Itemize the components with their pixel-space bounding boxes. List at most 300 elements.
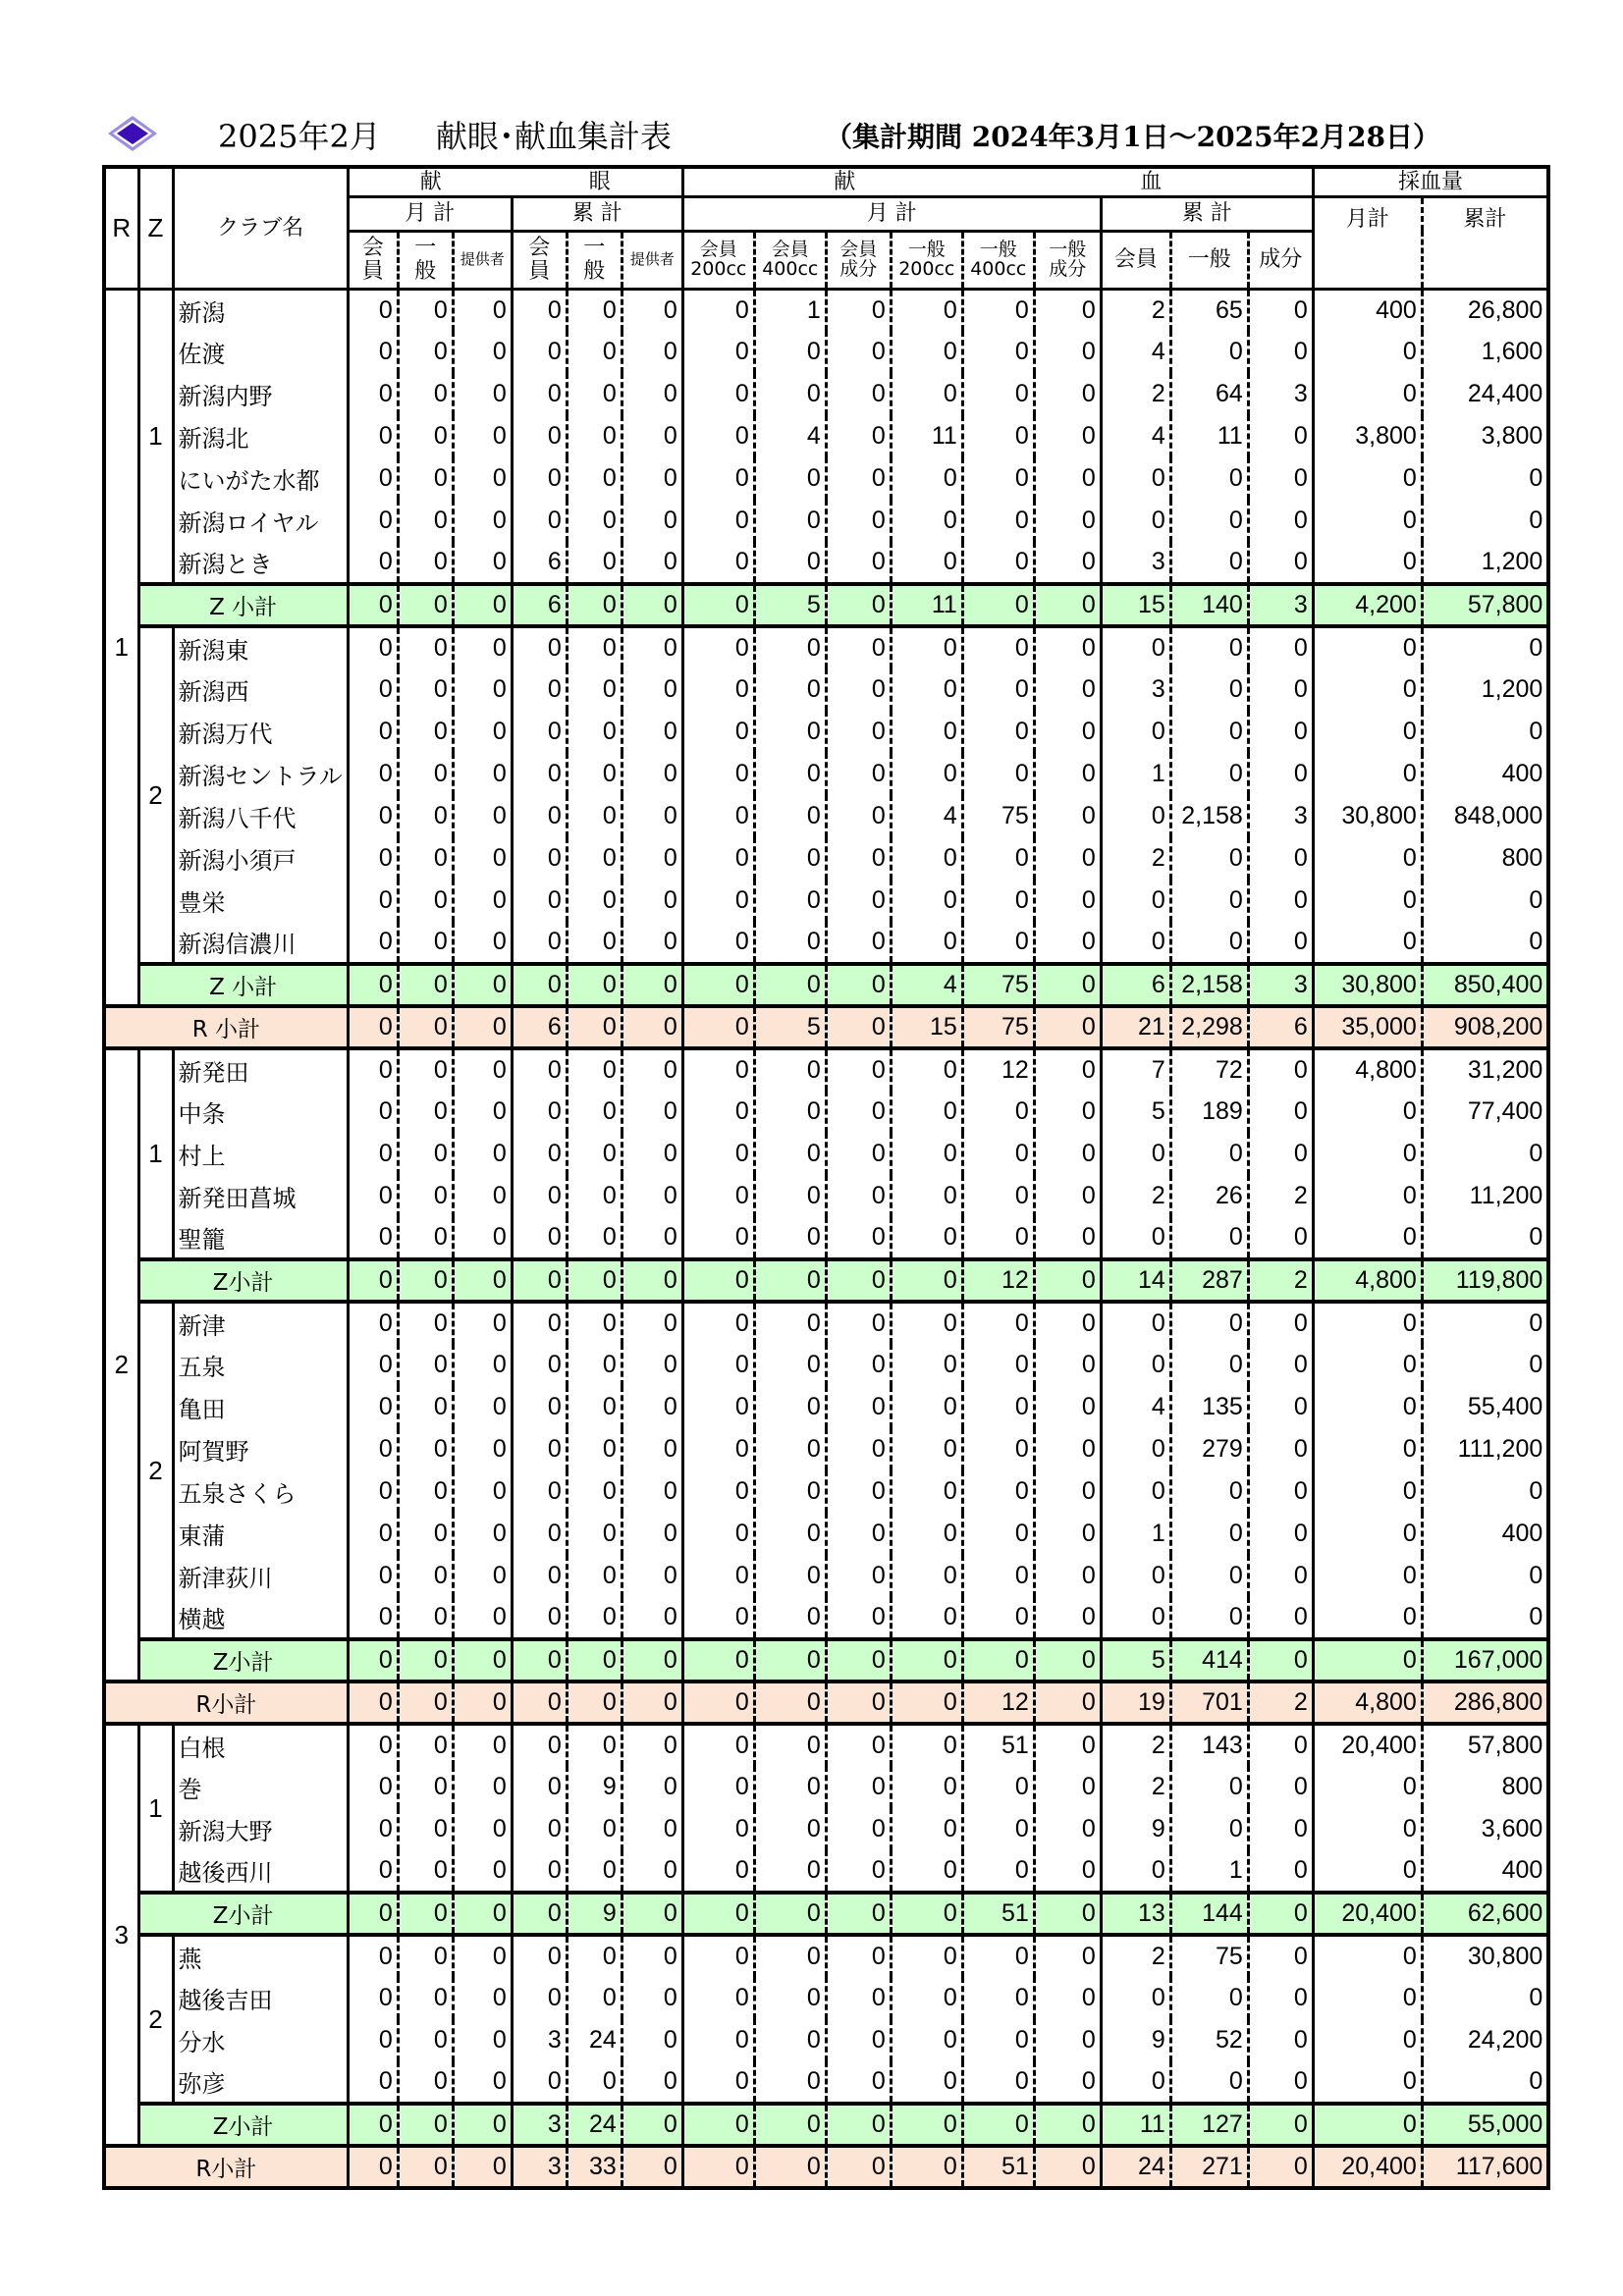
eye-cum-donor-cell: 0 <box>622 1175 682 1217</box>
eye-month-donor-cell: 0 <box>453 2061 512 2104</box>
eye-cum-general-cell: 0 <box>567 1302 622 1344</box>
blood-gcomp-cell: 0 <box>1034 542 1101 584</box>
blood-g200-cell: 0 <box>891 1048 962 1091</box>
blood-cum-general-cell: 75 <box>1170 1935 1248 1977</box>
blood-mcomp-cell: 0 <box>826 2146 891 2188</box>
collection-month-cell: 0 <box>1313 457 1422 500</box>
club-name: 阿賀野 <box>173 1428 348 1470</box>
eye-month-donor-cell: 0 <box>453 753 512 795</box>
eye-month-general-cell: 0 <box>398 542 453 584</box>
eye-cum-general-cell: 0 <box>567 1682 622 1724</box>
collection-cumulative-cell: 0 <box>1422 880 1548 922</box>
blood-mcomp-cell: 0 <box>826 922 891 964</box>
blood-cum-general-cell: 2,298 <box>1170 1006 1248 1048</box>
blood-g400-cell: 0 <box>962 1344 1034 1386</box>
blood-m400-cell: 0 <box>754 1808 826 1850</box>
club-name: 新潟セントラル <box>173 753 348 795</box>
blood-cum-comp-cell: 0 <box>1248 415 1313 457</box>
eye-cum-member-cell: 3 <box>512 2104 567 2146</box>
eye-month-member-cell: 0 <box>348 415 398 457</box>
zone-subtotal-label: Z小計 <box>138 2104 348 2146</box>
club-name: 新津荻川 <box>173 1555 348 1597</box>
blood-mcomp-cell: 0 <box>826 1639 891 1682</box>
club-name: 東蒲 <box>173 1513 348 1555</box>
collection-cumulative-cell: 55,000 <box>1422 2104 1548 2146</box>
blood-m400-cell: 0 <box>754 2146 826 2188</box>
eye-cum-general-cell: 0 <box>567 373 622 415</box>
blood-m200-cell: 0 <box>682 1175 754 1217</box>
collection-month-cell: 0 <box>1313 2061 1422 2104</box>
club-row <box>104 1344 1548 1386</box>
blood-gcomp-cell: 0 <box>1034 584 1101 626</box>
blood-cum-member-cell: 0 <box>1101 1850 1170 1893</box>
collection-month-cell: 0 <box>1313 1850 1422 1893</box>
collection-month-cell: 3,800 <box>1313 415 1422 457</box>
eye-cum-general-cell: 0 <box>567 711 622 753</box>
collection-month-cell: 20,400 <box>1313 1893 1422 1935</box>
blood-cum-member-cell: 0 <box>1101 2061 1170 2104</box>
blood-mcomp-cell: 0 <box>826 1048 891 1091</box>
blood-m200-cell: 0 <box>682 1639 754 1682</box>
blood-m200-cell: 0 <box>682 1935 754 1977</box>
collection-month-cell: 0 <box>1313 1935 1422 1977</box>
blood-cum-comp-cell: 3 <box>1248 964 1313 1006</box>
eye-month-general-cell: 0 <box>398 837 453 880</box>
collection-month-cell: 0 <box>1313 753 1422 795</box>
eye-cum-member-cell: 3 <box>512 2146 567 2188</box>
blood-m400-cell: 0 <box>754 668 826 711</box>
blood-cum-general-cell: 0 <box>1170 1133 1248 1175</box>
blood-mcomp-cell: 0 <box>826 964 891 1006</box>
blood-m400-cell: 5 <box>754 584 826 626</box>
collection-month-cell: 0 <box>1313 1808 1422 1850</box>
eye-month-donor-cell: 0 <box>453 1850 512 1893</box>
blood-cum-member-cell: 24 <box>1101 2146 1170 2188</box>
blood-m400-cell: 0 <box>754 1344 826 1386</box>
blood-m400-cell: 0 <box>754 964 826 1006</box>
eye-month-general-cell: 0 <box>398 1006 453 1048</box>
collection-cumulative-cell: 11,200 <box>1422 1175 1548 1217</box>
eye-cum-donor-cell: 0 <box>622 415 682 457</box>
blood-cum-comp-cell: 0 <box>1248 1091 1313 1133</box>
eye-cum-member-cell: 0 <box>512 289 567 331</box>
eye-cum-general-cell: 0 <box>567 1428 622 1470</box>
blood-m400-cell: 0 <box>754 1470 826 1513</box>
eye-cum-donor-cell: 0 <box>622 1133 682 1175</box>
collection-month-cell: 0 <box>1313 837 1422 880</box>
blood-gcomp-cell: 0 <box>1034 1977 1101 2019</box>
blood-month-g400-header-line: 一般 <box>979 238 1017 260</box>
blood-gcomp-cell: 0 <box>1034 1555 1101 1597</box>
blood-month-gcomp-header-line: 成分 <box>1049 257 1087 280</box>
eye-cum-general-cell: 0 <box>567 1850 622 1893</box>
club-row <box>104 1597 1548 1639</box>
eye-cum-general-cell: 0 <box>567 331 622 373</box>
blood-m200-cell: 0 <box>682 1977 754 2019</box>
blood-mcomp-cell: 0 <box>826 1344 891 1386</box>
region-number: 3 <box>104 1724 138 2146</box>
eye-month-general-cell: 0 <box>398 1175 453 1217</box>
eye-month-member-header <box>348 231 398 289</box>
blood-m400-cell: 0 <box>754 753 826 795</box>
collection-month-cell: 0 <box>1313 500 1422 542</box>
report-name: 献眼･献血集計表 <box>435 118 672 155</box>
collection-cumulative-cell: 111,200 <box>1422 1428 1548 1470</box>
zone-subtotal-label: Z小計 <box>138 1893 348 1935</box>
blood-m200-cell: 0 <box>682 542 754 584</box>
blood-m400-cell: 0 <box>754 1639 826 1682</box>
blood-m200-cell: 0 <box>682 1386 754 1428</box>
blood-cum-general-cell: 0 <box>1170 668 1248 711</box>
blood-mcomp-cell: 0 <box>826 1724 891 1766</box>
blood-m400-cell: 0 <box>754 2061 826 2104</box>
collection-cumulative-cell: 3,800 <box>1422 415 1548 457</box>
blood-cum-comp-cell: 0 <box>1248 626 1313 668</box>
blood-g400-cell: 0 <box>962 2061 1034 2104</box>
region-subtotal-label: R小計 <box>104 2146 348 2188</box>
eye-cum-general-cell: 0 <box>567 668 622 711</box>
club-row <box>104 1935 1548 1977</box>
blood-gcomp-cell: 0 <box>1034 1513 1101 1555</box>
club-row <box>104 626 1548 668</box>
blood-cum-member-cell: 2 <box>1101 837 1170 880</box>
eye-cum-member-cell: 0 <box>512 1850 567 1893</box>
eye-month-donor-cell: 0 <box>453 1175 512 1217</box>
collection-month-cell: 0 <box>1313 1175 1422 1217</box>
club-row <box>104 1766 1548 1808</box>
eye-cum-general-cell: 24 <box>567 2019 622 2061</box>
collection-cumulative-cell: 77,400 <box>1422 1091 1548 1133</box>
blood-g200-cell: 15 <box>891 1006 962 1048</box>
eye-cum-general-cell: 0 <box>567 1006 622 1048</box>
blood-gcomp-cell: 0 <box>1034 1808 1101 1850</box>
eye-month-general-cell: 0 <box>398 668 453 711</box>
collection-month-header: 月計 <box>1313 196 1422 289</box>
eye-cum-member-cell: 0 <box>512 753 567 795</box>
blood-m200-cell: 0 <box>682 1259 754 1302</box>
eye-month-member-cell: 0 <box>348 880 398 922</box>
blood-mcomp-cell: 0 <box>826 1935 891 1977</box>
club-name: 新潟八千代 <box>173 795 348 837</box>
blood-cum-member-cell: 15 <box>1101 584 1170 626</box>
eye-month-member-cell: 0 <box>348 1682 398 1724</box>
collection-month-cell: 0 <box>1313 711 1422 753</box>
blood-g400-cell: 0 <box>962 373 1034 415</box>
blood-cum-general-cell: 64 <box>1170 373 1248 415</box>
blood-cum-general-cell: 0 <box>1170 2061 1248 2104</box>
eye-month-member-cell: 0 <box>348 922 398 964</box>
blood-gcomp-cell: 0 <box>1034 1386 1101 1428</box>
collection-cumulative-cell: 400 <box>1422 1850 1548 1893</box>
blood-g400-cell: 75 <box>962 1006 1034 1048</box>
blood-cum-member-cell: 0 <box>1101 457 1170 500</box>
blood-mcomp-cell: 0 <box>826 1133 891 1175</box>
col-header-club: クラブ名 <box>173 167 348 289</box>
blood-cum-comp-cell: 0 <box>1248 1935 1313 1977</box>
eye-cum-general-cell: 0 <box>567 1344 622 1386</box>
eye-month-donor-cell: 0 <box>453 668 512 711</box>
eye-cum-donor-cell: 0 <box>622 2104 682 2146</box>
blood-cum-member-cell: 14 <box>1101 1259 1170 1302</box>
blood-g200-cell: 11 <box>891 415 962 457</box>
eye-cum-donor-cell: 0 <box>622 1977 682 2019</box>
blood-g400-cell: 0 <box>962 457 1034 500</box>
blood-mcomp-cell: 0 <box>826 626 891 668</box>
collection-month-cell: 20,400 <box>1313 2146 1422 2188</box>
blood-cum-general-cell: 2,158 <box>1170 964 1248 1006</box>
eye-month-member-cell: 0 <box>348 1850 398 1893</box>
blood-m200-cell: 0 <box>682 1555 754 1597</box>
club-row <box>104 331 1548 373</box>
eye-cum-general-header-line: 一 <box>583 236 606 261</box>
blood-cum-comp-cell: 0 <box>1248 1302 1313 1344</box>
eye-cum-general-cell: 0 <box>567 1555 622 1597</box>
collection-month-cell: 0 <box>1313 373 1422 415</box>
eye-month-donor-cell: 0 <box>453 1006 512 1048</box>
eye-cum-member-cell: 0 <box>512 1977 567 2019</box>
collection-month-cell: 0 <box>1313 1597 1422 1639</box>
eye-month-donor-cell: 0 <box>453 1470 512 1513</box>
zone-subtotal-row <box>104 1639 1548 1682</box>
collection-month-cell: 0 <box>1313 1513 1422 1555</box>
blood-g200-cell: 0 <box>891 542 962 584</box>
eye-cum-donor-cell: 0 <box>622 1893 682 1935</box>
club-row <box>104 1808 1548 1850</box>
eye-cum-donor-cell: 0 <box>622 457 682 500</box>
collection-cumulative-cell: 119,800 <box>1422 1259 1548 1302</box>
eye-cum-member-cell: 0 <box>512 711 567 753</box>
club-row <box>104 542 1548 584</box>
blood-mcomp-cell: 0 <box>826 880 891 922</box>
collection-cumulative-cell: 0 <box>1422 1977 1548 2019</box>
eye-month-member-header-line: 員 <box>361 258 384 284</box>
club-row <box>104 795 1548 837</box>
collection-cumulative-cell: 57,800 <box>1422 1724 1548 1766</box>
blood-cum-general-cell: 0 <box>1170 1766 1248 1808</box>
blood-cum-general-cell: 0 <box>1170 753 1248 795</box>
blood-cum-member-cell: 0 <box>1101 1428 1170 1470</box>
eye-cum-donor-cell: 0 <box>622 1470 682 1513</box>
blood-m200-cell: 0 <box>682 1808 754 1850</box>
collection-month-cell: 0 <box>1313 1766 1422 1808</box>
blood-m200-cell: 0 <box>682 1893 754 1935</box>
club-row <box>104 1513 1548 1555</box>
eye-cum-member-cell: 0 <box>512 1513 567 1555</box>
club-row <box>104 1724 1548 1766</box>
blood-g200-cell: 0 <box>891 1682 962 1724</box>
blood-g400-cell: 0 <box>962 415 1034 457</box>
blood-m200-cell: 0 <box>682 837 754 880</box>
eye-month-member-cell: 0 <box>348 1175 398 1217</box>
eye-month-donor-cell: 0 <box>453 1217 512 1259</box>
collection-cumulative-cell: 30,800 <box>1422 1935 1548 1977</box>
blood-cum-member-cell: 19 <box>1101 1682 1170 1724</box>
eye-cum-donor-cell: 0 <box>622 668 682 711</box>
blood-cum-general-cell: 11 <box>1170 415 1248 457</box>
eye-month-member-cell: 0 <box>348 1893 398 1935</box>
blood-g200-cell: 0 <box>891 837 962 880</box>
eye-month-general-cell: 0 <box>398 1766 453 1808</box>
eye-cum-donor-cell: 0 <box>622 837 682 880</box>
blood-mcomp-cell: 0 <box>826 1259 891 1302</box>
blood-cum-member-cell: 1 <box>1101 1513 1170 1555</box>
col-header-z: Z <box>138 167 173 289</box>
eye-month-general-cell: 0 <box>398 500 453 542</box>
col-header-r: R <box>104 167 138 289</box>
collection-month-cell: 0 <box>1313 1217 1422 1259</box>
blood-month-g200-header-line: 一般 <box>907 238 946 260</box>
blood-gcomp-cell: 0 <box>1034 500 1101 542</box>
eye-cum-donor-cell: 0 <box>622 2019 682 2061</box>
club-row <box>104 1133 1548 1175</box>
collection-cumulative-cell: 24,200 <box>1422 2019 1548 2061</box>
blood-g200-cell: 0 <box>891 331 962 373</box>
blood-g400-cell: 0 <box>962 542 1034 584</box>
eye-cum-member-cell: 0 <box>512 331 567 373</box>
blood-cum-member-cell: 0 <box>1101 1470 1170 1513</box>
blood-g400-cell: 51 <box>962 1724 1034 1766</box>
eye-month-member-cell: 0 <box>348 711 398 753</box>
blood-cum-comp-cell: 0 <box>1248 2146 1313 2188</box>
eye-month-member-cell: 0 <box>348 331 398 373</box>
eye-month-donor-cell: 0 <box>453 1133 512 1175</box>
eye-month-member-cell: 0 <box>348 1977 398 2019</box>
eye-cum-member-cell: 3 <box>512 2019 567 2061</box>
blood-gcomp-cell: 0 <box>1034 1597 1101 1639</box>
club-name: 新潟万代 <box>173 711 348 753</box>
blood-cum-general-cell: 0 <box>1170 1470 1248 1513</box>
collection-cumulative-cell: 0 <box>1422 1133 1548 1175</box>
blood-m200-cell: 0 <box>682 1766 754 1808</box>
collection-month-cell: 0 <box>1313 1977 1422 2019</box>
collection-month-cell: 0 <box>1313 1428 1422 1470</box>
blood-m400-cell: 0 <box>754 457 826 500</box>
collection-month-cell: 0 <box>1313 331 1422 373</box>
eye-cum-member-cell: 0 <box>512 668 567 711</box>
eye-cum-donor-cell: 0 <box>622 373 682 415</box>
eye-month-general-header-line: 般 <box>414 258 437 284</box>
blood-month-m400-header-line: 会員 <box>771 238 809 260</box>
blood-gcomp-cell: 0 <box>1034 2104 1101 2146</box>
eye-cum-general-cell: 0 <box>567 1639 622 1682</box>
eye-cum-member-cell: 0 <box>512 1259 567 1302</box>
club-row <box>104 1555 1548 1597</box>
eye-month-member-cell: 0 <box>348 289 398 331</box>
eye-month-donor-cell: 0 <box>453 1808 512 1850</box>
zone-subtotal-row <box>104 1259 1548 1302</box>
blood-m200-cell: 0 <box>682 1850 754 1893</box>
blood-cum-general-cell: 701 <box>1170 1682 1248 1724</box>
blood-gcomp-cell: 0 <box>1034 964 1101 1006</box>
eye-month-member-cell: 0 <box>348 1217 398 1259</box>
club-name: 越後吉田 <box>173 1977 348 2019</box>
eye-cum-general-cell: 0 <box>567 1091 622 1133</box>
eye-month-donor-cell: 0 <box>453 1935 512 1977</box>
report-title <box>218 112 727 157</box>
blood-cum-general-cell: 279 <box>1170 1428 1248 1470</box>
blood-g200-cell: 0 <box>891 1850 962 1893</box>
eye-cum-member-cell: 0 <box>512 1133 567 1175</box>
eye-cum-general-cell: 0 <box>567 1808 622 1850</box>
eye-right-char: 眼 <box>588 169 611 194</box>
blood-cum-comp-cell: 0 <box>1248 542 1313 584</box>
blood-cum-comp-cell: 3 <box>1248 373 1313 415</box>
eye-cum-general-cell: 0 <box>567 1133 622 1175</box>
zone-number: 2 <box>138 626 173 964</box>
blood-m400-cell: 0 <box>754 2104 826 2146</box>
eye-month-general-cell: 0 <box>398 795 453 837</box>
collection-cumulative-cell: 0 <box>1422 457 1548 500</box>
collection-cumulative-cell: 31,200 <box>1422 1048 1548 1091</box>
collection-cumulative-cell: 0 <box>1422 1302 1548 1344</box>
blood-gcomp-cell: 0 <box>1034 2146 1101 2188</box>
eye-month-donor-cell: 0 <box>453 795 512 837</box>
region-subtotal-label: R小計 <box>104 1682 348 1724</box>
blood-cum-comp-cell: 0 <box>1248 1048 1313 1091</box>
eye-month-member-cell: 0 <box>348 964 398 1006</box>
eye-month-member-cell: 0 <box>348 1386 398 1428</box>
blood-gcomp-cell: 0 <box>1034 2061 1101 2104</box>
blood-g200-cell: 0 <box>891 1935 962 1977</box>
collection-month-cell: 0 <box>1313 1386 1422 1428</box>
blood-gcomp-cell: 0 <box>1034 331 1101 373</box>
eye-cum-donor-cell: 0 <box>622 500 682 542</box>
blood-m200-cell: 0 <box>682 289 754 331</box>
eye-cum-general-cell: 24 <box>567 2104 622 2146</box>
club-name: 佐渡 <box>173 331 348 373</box>
blood-right-char: 血 <box>1140 169 1163 194</box>
blood-m400-cell: 0 <box>754 1766 826 1808</box>
eye-month-donor-cell: 0 <box>453 2146 512 2188</box>
blood-month-mcomp-header-line: 成分 <box>839 257 878 280</box>
blood-cum-member-cell: 5 <box>1101 1639 1170 1682</box>
eye-cum-member-cell: 0 <box>512 500 567 542</box>
blood-gcomp-cell: 0 <box>1034 837 1101 880</box>
blood-m400-cell: 0 <box>754 837 826 880</box>
blood-cum-comp-cell: 0 <box>1248 1597 1313 1639</box>
eye-month-general-cell: 0 <box>398 1724 453 1766</box>
blood-cum-member-cell: 4 <box>1101 1386 1170 1428</box>
eye-cum-donor-cell: 0 <box>622 626 682 668</box>
eye-cum-member-cell: 0 <box>512 1555 567 1597</box>
blood-cum-member-cell: 3 <box>1101 542 1170 584</box>
summary-table <box>102 165 1550 2190</box>
blood-month-gcomp-header-line: 一般 <box>1049 238 1087 260</box>
eye-month-donor-header: 提供者 <box>453 231 512 289</box>
eye-month-general-cell: 0 <box>398 1386 453 1428</box>
blood-mcomp-cell: 0 <box>826 1850 891 1893</box>
eye-month-general-cell: 0 <box>398 1091 453 1133</box>
blood-gcomp-cell: 0 <box>1034 1006 1101 1048</box>
blood-cum-general-cell: 72 <box>1170 1048 1248 1091</box>
collection-cumulative-cell: 0 <box>1422 711 1548 753</box>
eye-month-member-cell: 0 <box>348 1639 398 1682</box>
eye-cum-donor-cell: 0 <box>622 1048 682 1091</box>
club-name: 分水 <box>173 2019 348 2061</box>
blood-mcomp-cell: 0 <box>826 584 891 626</box>
blood-g400-cell: 0 <box>962 1470 1034 1513</box>
blood-cum-general-cell: 0 <box>1170 922 1248 964</box>
collection-month-cell: 30,800 <box>1313 964 1422 1006</box>
blood-g400-cell: 0 <box>962 837 1034 880</box>
eye-cum-general-cell: 0 <box>567 626 622 668</box>
blood-g200-cell: 0 <box>891 1259 962 1302</box>
blood-cum-member-cell: 0 <box>1101 880 1170 922</box>
blood-cum-comp-cell: 0 <box>1248 880 1313 922</box>
blood-gcomp-cell: 0 <box>1034 1133 1101 1175</box>
eye-cum-member-cell: 0 <box>512 922 567 964</box>
eye-cum-donor-header: 提供者 <box>622 231 682 289</box>
